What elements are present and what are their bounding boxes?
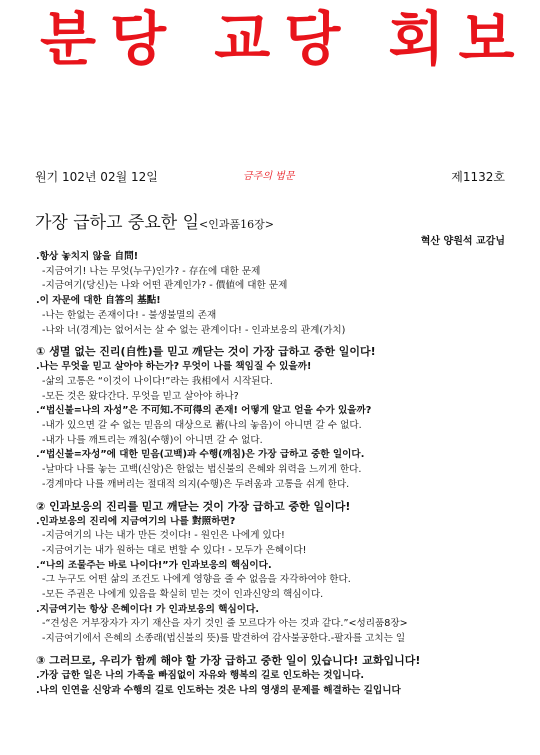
article-author: 혁산 양원석 교감님 <box>420 236 505 247</box>
point-detail: -날마다 나를 놓는 고백(신앙)은 한없는 법신불의 은혜와 위력을 느끼게 한다. <box>42 464 362 476</box>
point-detail: -내가 있으면 갈 수 없는 믿음의 대상으로 蓄(나의 놓음)이 아니면 갈 수 없다. <box>42 420 362 432</box>
point-detail: -지금여기의 나는 내가 만든 것이다! - 원인은 나에게 있다! <box>42 530 285 542</box>
issue-date: 원기 102년 02월 12일 <box>35 170 158 184</box>
point-detail: -지금여기는 내가 원하는 대로 변할 수 있다! - 모두가 은혜이다! <box>42 544 307 556</box>
masthead-title: 분당 교당 회보 <box>40 5 529 73</box>
point-detail: -“견성은 거부장자가 자기 재산을 자기 것인 줄 모르다가 아는 것과 같다.”<성리품8장> <box>42 618 408 630</box>
point-detail: -모든 것은 왔다간다. 무엇을 믿고 살아야 하나? <box>42 390 239 402</box>
point-heading: .나는 무엇을 믿고 살아야 하는가? 무엇이 나를 책임질 수 있을까! <box>36 361 312 373</box>
section-heading: ① 생멸 없는 진리(自性)를 믿고 깨닫는 것이 가장 급하고 중한 일이다! <box>36 345 376 359</box>
section-heading: ③ 그러므로, 우리가 함께 해야 할 가장 급하고 중한 일이 있습니다! 교화입니다! <box>36 653 421 667</box>
point-heading: .나의 인연을 신앙과 수행의 길로 인도하는 것은 나의 영생의 문제를 해결하는 길입니다 <box>36 684 401 696</box>
point-detail: -경계마다 나를 깨버리는 절대적 의지(수행)은 두려움과 고통을 쉬게 한다. <box>42 478 350 490</box>
point-detail: -그 누구도 어떤 삶의 조건도 나에게 영향을 줄 수 없음을 자각하여야 한다. <box>42 574 351 586</box>
point-detail: -나와 너(경계)는 없어서는 살 수 없는 관계이다! - 인과보응의 관계(가치) <box>42 324 346 336</box>
point-heading: .가장 급한 일은 나의 가족을 빠짐없이 자유와 행복의 길로 인도하는 것입니다. <box>36 669 364 681</box>
point-detail: -지금여기(당신)는 나와 어떤 관계인가? - 價値에 대한 문제 <box>42 280 288 292</box>
point-heading: .“법신불=나의 자성”은 不可知.不可得의 존재! 어떻게 알고 얻을 수가 있을까? <box>36 405 372 417</box>
article-body <box>36 250 506 698</box>
section-label: 금주의 법문 <box>243 171 295 182</box>
point-heading: .“법신불=자성”에 대한 믿음(고백)과 수행(깨침)은 가장 급하고 중한 일이다. <box>36 449 365 461</box>
point-heading: .“나의 조물주는 바로 나이다!”가 인과보응의 핵심이다. <box>36 559 272 571</box>
point-detail: -나는 한없는 존재이다! - 불생불멸의 존재 <box>42 309 217 321</box>
point-heading: .항상 놓치지 않을 自問! <box>36 251 139 262</box>
section-heading: ② 인과보응의 진리를 믿고 깨닫는 것이 가장 급하고 중한 일이다! <box>36 499 351 513</box>
point-heading: .이 자문에 대한 自答의 基點! <box>36 295 161 307</box>
point-detail: -삶의 고통은 “이것이 나이다!”라는 我相에서 시작된다. <box>42 375 273 387</box>
point-heading: .지금여기는 항상 은혜이다! 가 인과보응의 핵심이다. <box>36 603 259 615</box>
article-title-ref: <인과품16장> <box>199 218 274 231</box>
point-detail: -모든 주권은 나에게 있음을 확실히 믿는 것이 인과신앙의 핵심이다. <box>42 589 324 601</box>
point-detail: -지금여기에서 은혜의 소종래(법신불의 뜻)를 발견하여 감사불공한다.-팔자를 고치는 일 <box>42 633 406 645</box>
issue-number: 제1132호 <box>451 170 505 184</box>
article-title <box>35 212 274 236</box>
article-title-text: 가장 급하고 중요한 일 <box>35 213 200 233</box>
point-heading: .인과보응의 진리에 지금여기의 나를 對照하면? <box>36 515 236 527</box>
issue-info <box>35 168 505 186</box>
point-detail: -지금여기! 나는 무엇(누구)인가? - 存在에 대한 문제 <box>42 265 261 277</box>
point-detail: -내가 나를 깨트리는 깨침(수행)이 아니면 갈 수 없다. <box>42 434 263 446</box>
